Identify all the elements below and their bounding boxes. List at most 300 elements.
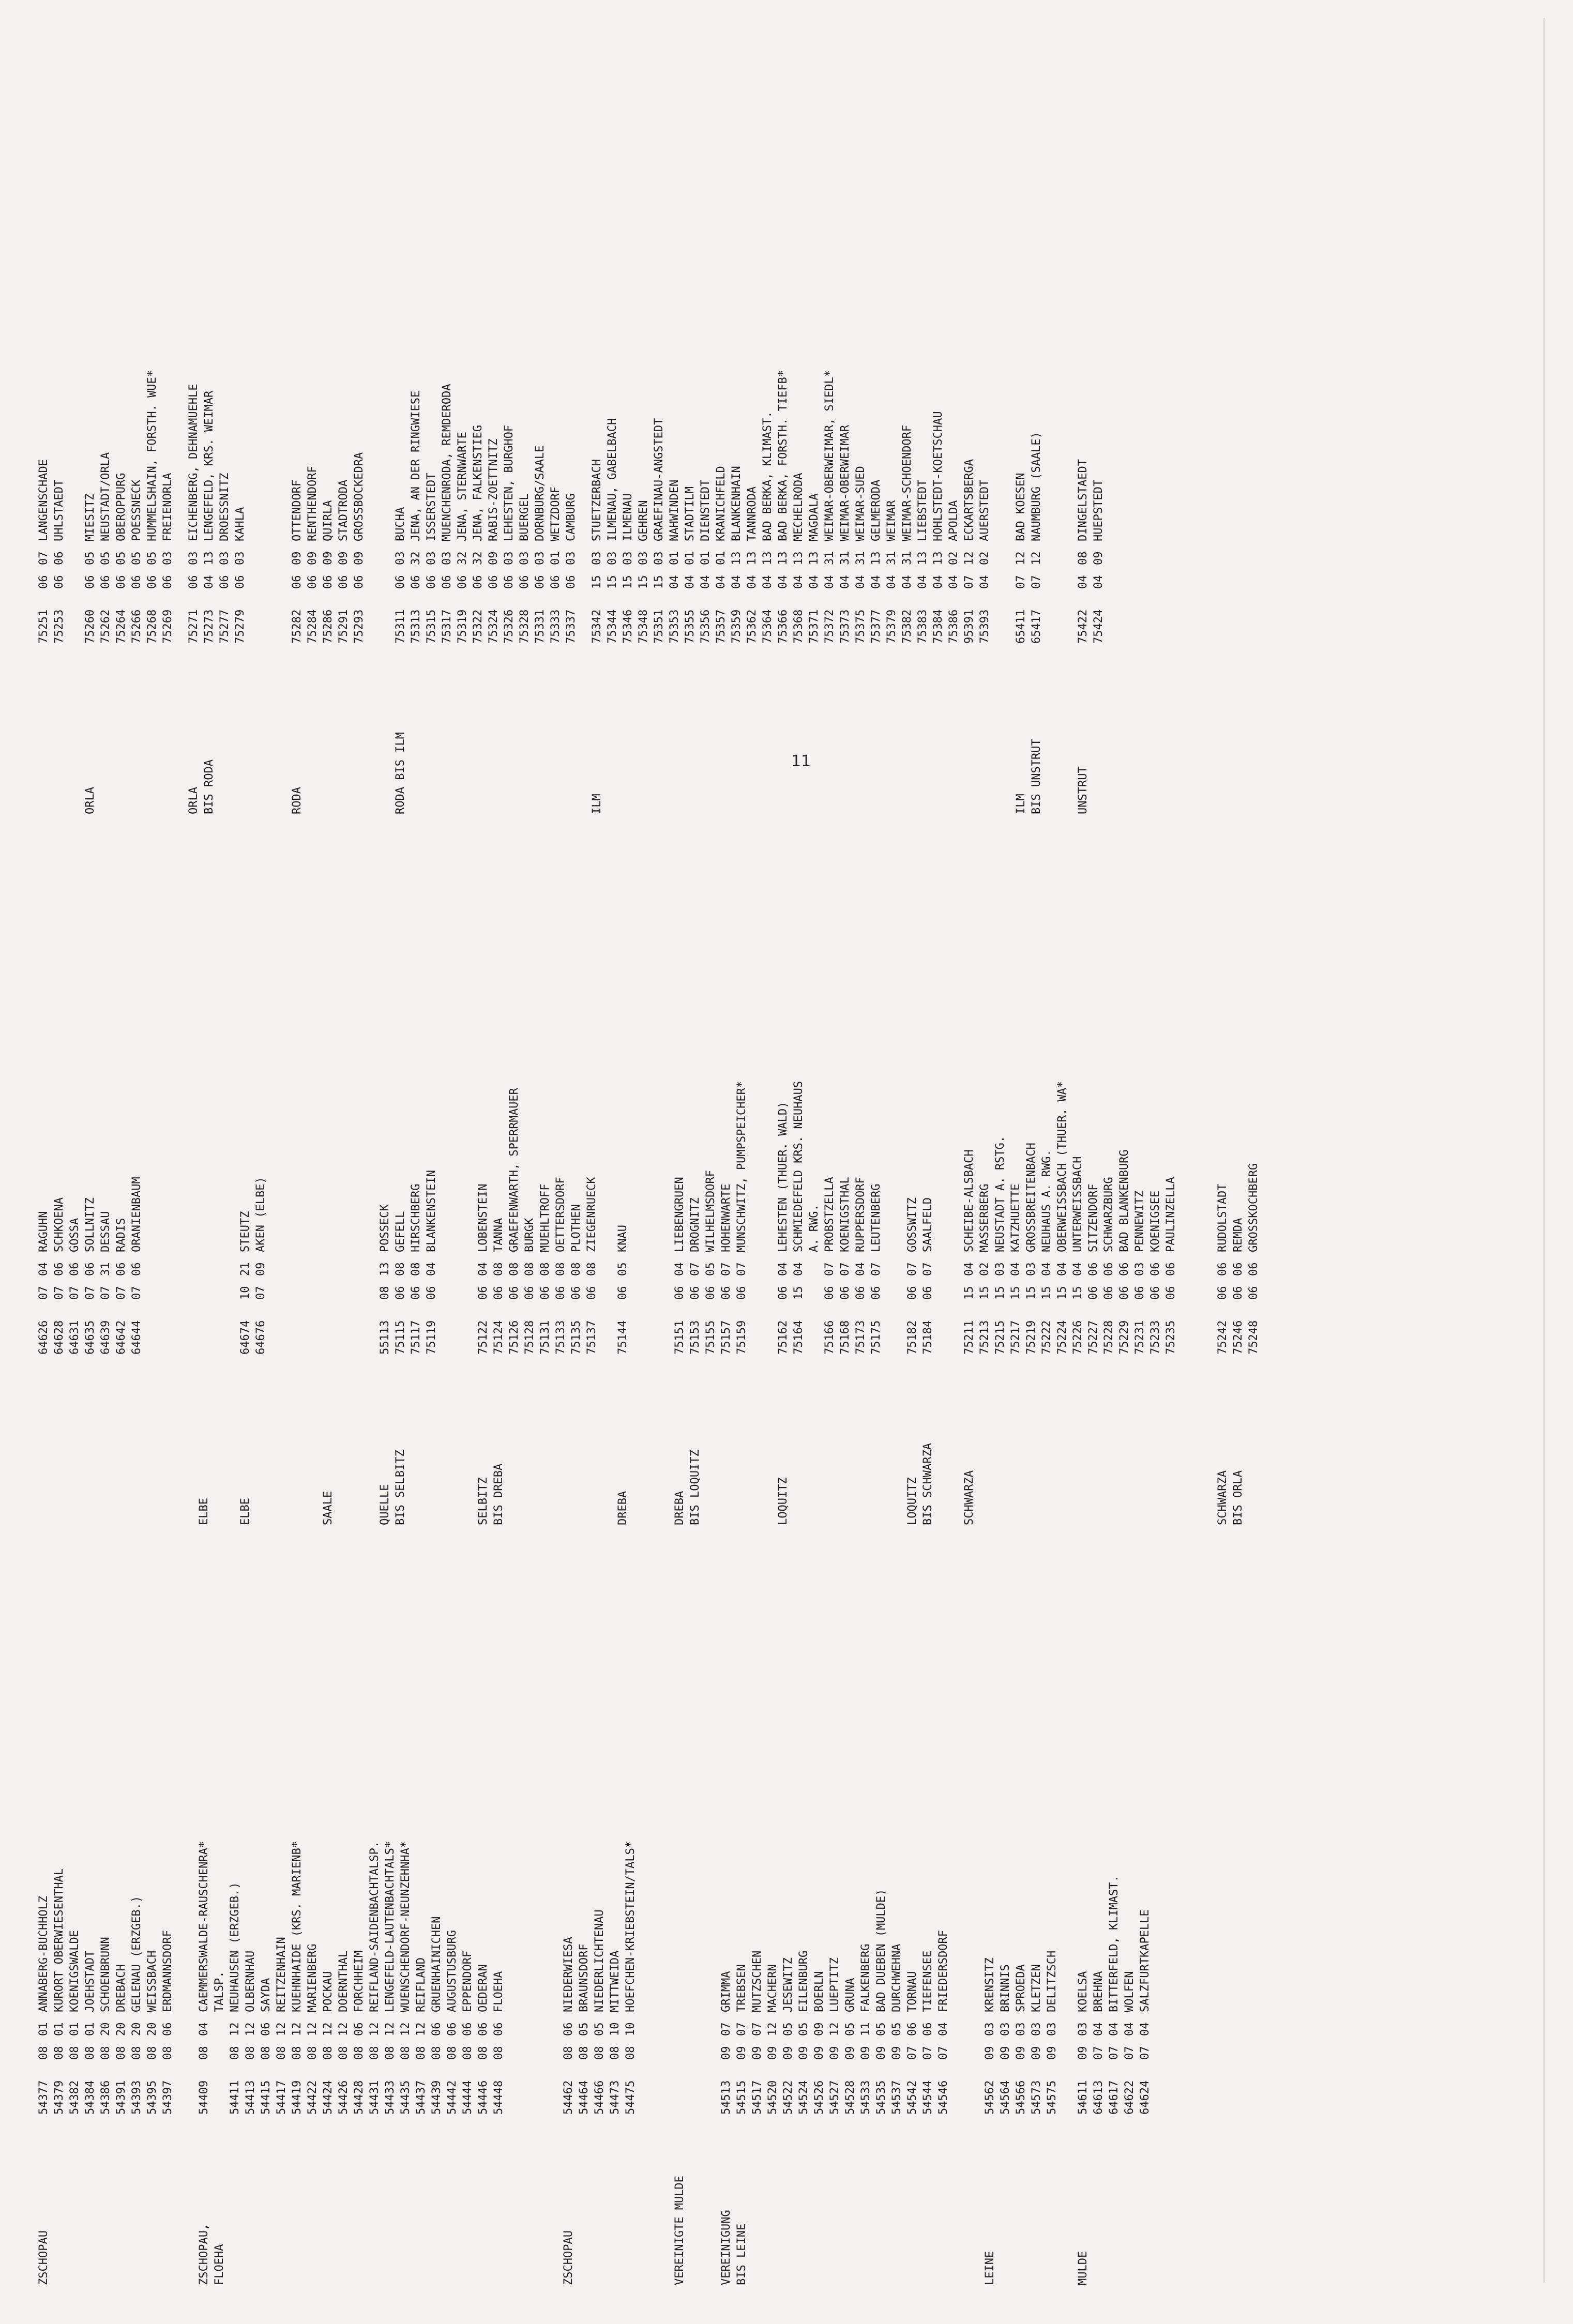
station-row <box>98 921 114 1355</box>
district-code: 11 <box>859 2022 872 2036</box>
region-code: 08 <box>399 2046 412 2060</box>
district-code: 04 <box>1092 2022 1105 2036</box>
district-code: 08 <box>570 1262 583 1276</box>
river-label: ZSCHOPAU <box>562 2230 575 2285</box>
station-code: 54431 <box>368 2080 381 2115</box>
station-name: BAD BLANKENBURG <box>1118 1149 1131 1252</box>
district-code: 08 <box>492 1262 505 1276</box>
station-name: NAUMBURG (SAALE) <box>1030 432 1043 541</box>
river-label: ILM BIS UNSTRUT <box>1015 739 1043 814</box>
station-name: REMDA <box>1232 1218 1245 1252</box>
station-name: BURGK <box>523 1218 536 1252</box>
region-code: 06 <box>53 575 66 589</box>
station-row <box>822 210 838 644</box>
station-row <box>998 1681 1014 2115</box>
district-code: 06 <box>260 2022 273 2036</box>
station-code: 75155 <box>704 1320 717 1355</box>
station-code: 75164 <box>792 1320 805 1355</box>
station-name: HUEPSTEDT <box>1092 479 1105 541</box>
district-code: 04 <box>777 1262 790 1276</box>
station-row <box>1086 921 1101 1355</box>
region-code: 06 <box>1133 1286 1146 1300</box>
district-code: 12 <box>1015 551 1027 565</box>
station-row <box>920 1681 936 2115</box>
district-code: 01 <box>37 2022 50 2036</box>
station-row <box>336 210 352 644</box>
station-rows <box>476 921 600 1355</box>
station-code: 54391 <box>115 2080 128 2115</box>
district-code: 31 <box>99 1262 112 1276</box>
station-code: 75211 <box>963 1320 976 1355</box>
station-row <box>884 210 900 644</box>
station-name: SOLLNITZ <box>84 1197 97 1252</box>
district-code: 12 <box>244 2022 257 2036</box>
district-code: 05 <box>797 2022 810 2036</box>
region-code: 08 <box>99 2046 112 2060</box>
station-row <box>1122 1681 1138 2115</box>
station-rows <box>672 921 750 1355</box>
district-code: 08 <box>585 1262 598 1276</box>
district-code: 12 <box>306 2022 319 2036</box>
station-code: 75231 <box>1133 1320 1146 1355</box>
station-rows <box>290 210 367 644</box>
district-code: 20 <box>115 2022 128 2036</box>
station-code: 75344 <box>606 609 619 644</box>
district-code: 02 <box>978 1262 991 1276</box>
district-code: 07 <box>735 1262 748 1276</box>
station-code: 75356 <box>699 609 712 644</box>
river-label: ELBE <box>198 1498 210 1525</box>
station-name: STADTILM <box>684 487 697 541</box>
district-code: 08 <box>394 1262 407 1276</box>
station-row <box>305 1681 321 2115</box>
district-code: 06 <box>1087 1262 1100 1276</box>
station-code: 75282 <box>291 609 304 644</box>
region-code: 08 <box>609 2046 622 2060</box>
station-name: UHLSTAEDT <box>53 479 66 541</box>
station-code: 64617 <box>1108 2080 1121 2115</box>
station-row <box>455 210 471 644</box>
station-code: 54433 <box>384 2080 397 2115</box>
station-code: 75384 <box>932 609 945 644</box>
station-code: 75284 <box>306 609 319 644</box>
river-label: ORLA BIS RODA <box>187 760 216 814</box>
station-code: 54424 <box>322 2080 335 2115</box>
station-row <box>1070 921 1086 1355</box>
station-name: AUERSTEDT <box>978 479 991 541</box>
district-code: 03 <box>187 551 200 565</box>
station-row <box>791 210 807 644</box>
region-code: 08 <box>415 2046 428 2060</box>
station-row <box>1091 210 1107 644</box>
region-code: 06 <box>1164 1286 1177 1300</box>
station-name: NEUHAUS A. RWG. <box>1040 1149 1053 1252</box>
station-name: TANNRODA <box>746 487 759 541</box>
region-code: 08 <box>430 2046 443 2060</box>
station-row <box>336 1681 352 2115</box>
district-code: 05 <box>890 2022 903 2036</box>
district-code: 12 <box>399 2022 412 2036</box>
station-code: 54542 <box>906 2080 919 2115</box>
station-code: 75422 <box>1077 609 1090 644</box>
station-code: 75217 <box>1009 1320 1022 1355</box>
district-code: 06 <box>446 2022 459 2036</box>
station-row <box>703 921 719 1355</box>
station-row <box>83 210 98 644</box>
region-code: 04 <box>699 575 712 589</box>
station-row <box>807 921 822 1355</box>
region-code: 04 <box>839 575 852 589</box>
district-code: 06 <box>562 2022 575 2036</box>
station-row <box>83 1681 98 2115</box>
station-name: KRANICHFELD <box>715 466 728 541</box>
region-code: 06 <box>291 575 304 589</box>
district-code: 01 <box>68 2022 81 2036</box>
district-code: 07 <box>906 1262 919 1276</box>
station-row <box>517 210 533 644</box>
region-code: 06 <box>1232 1286 1245 1300</box>
station-row <box>734 921 750 1355</box>
region-code: 06 <box>99 575 112 589</box>
station-row <box>83 921 98 1355</box>
station-row <box>1138 1681 1153 2115</box>
station-row <box>688 921 703 1355</box>
station-code: 75251 <box>37 609 50 644</box>
station-name: LENGEFELD, KRS. WEIMAR <box>203 390 216 541</box>
district-code: 04 <box>1009 1262 1022 1276</box>
station-name: GRAEFINAU-ANGSTEDT <box>653 418 666 541</box>
region-code: 06 <box>777 1286 790 1300</box>
station-code: 54444 <box>461 2080 474 2115</box>
district-code: 04 <box>1123 2022 1136 2036</box>
region-code: 06 <box>508 1286 521 1300</box>
station-row <box>734 1681 750 2115</box>
region-code: 06 <box>518 575 531 589</box>
region-code: 08 <box>562 2046 575 2060</box>
station-code: 64644 <box>130 1320 143 1355</box>
station-row <box>409 921 424 1355</box>
region-code: 06 <box>425 1286 438 1300</box>
station-code: 54466 <box>593 2080 606 2115</box>
station-code: 75342 <box>591 609 603 644</box>
station-row <box>1045 1681 1060 2115</box>
region-code: 15 <box>591 575 603 589</box>
station-row <box>564 210 579 644</box>
station-code: 54382 <box>68 2080 81 2115</box>
station-code: 54526 <box>813 2080 826 2115</box>
district-code: 06 <box>68 1262 81 1276</box>
region-code: 09 <box>782 2046 795 2060</box>
station-name: BRAUNSDORF <box>578 1943 591 2012</box>
district-code: 13 <box>932 551 945 565</box>
region-code: 08 <box>578 2046 591 2060</box>
district-code: 06 <box>477 2022 490 2036</box>
region-code: 06 <box>689 1286 702 1300</box>
station-name: CAEMMERSWALDE-RAUSCHENRA* <box>198 1841 210 2012</box>
district-code: 06 <box>492 2022 505 2036</box>
station-code: 75246 <box>1232 1320 1245 1355</box>
region-code: 08 <box>229 2046 241 2060</box>
river-label: UNSTRUT <box>1077 766 1090 814</box>
region-code: 09 <box>999 2046 1012 2060</box>
station-code: 75315 <box>425 609 438 644</box>
station-row <box>750 1681 765 2115</box>
region-code: 04 <box>978 575 991 589</box>
station-code: 75333 <box>549 609 562 644</box>
district-code: 08 <box>523 1262 536 1276</box>
district-code: 13 <box>916 551 929 565</box>
region-code: 04 <box>916 575 929 589</box>
station-name: OLBERNHAU <box>244 1950 257 2012</box>
station-name: LANGENSCHADE <box>37 459 50 541</box>
station-name: EPPENDORF <box>461 1950 474 2012</box>
station-row <box>672 921 688 1355</box>
station-code: 54520 <box>766 2080 779 2115</box>
region-code: 06 <box>394 575 407 589</box>
region-code: 09 <box>984 2046 996 2060</box>
station-code: 64639 <box>99 1320 112 1355</box>
region-code: 08 <box>130 2046 143 2060</box>
station-rows <box>982 1681 1060 2115</box>
region-code: 07 <box>115 1286 128 1300</box>
station-row <box>67 921 83 1355</box>
district-code: 04 <box>477 1262 490 1276</box>
station-row <box>920 921 936 1355</box>
station-name: GRUNA <box>844 1978 857 2012</box>
station-name: RADIS <box>115 1218 128 1252</box>
station-name: LEUTENBERG <box>870 1183 883 1252</box>
station-row <box>905 921 920 1355</box>
region-code: 06 <box>146 575 159 589</box>
station-code: 75337 <box>565 609 578 644</box>
district-code: 01 <box>715 551 728 565</box>
station-row <box>129 210 145 644</box>
region-code: 15 <box>792 1286 805 1300</box>
district-code: 10 <box>624 2022 637 2036</box>
station-row <box>243 1681 259 2115</box>
district-code: 06 <box>430 2022 443 2036</box>
district-code: 13 <box>746 551 759 565</box>
station-row <box>853 921 869 1355</box>
district-code: 03 <box>518 551 531 565</box>
river-label: DREBA BIS LOQUITZ <box>673 1450 702 1525</box>
station-code: 54575 <box>1046 2080 1058 2115</box>
river-label: VEREINIGUNG BIS LEINE <box>720 2210 748 2285</box>
region-code: 06 <box>410 575 422 589</box>
region-code: 04 <box>854 575 867 589</box>
district-code: 06 <box>84 1262 97 1276</box>
station-row <box>160 1681 176 2115</box>
station-row <box>569 921 584 1355</box>
station-row <box>561 1681 577 2115</box>
region-code: 04 <box>792 575 805 589</box>
station-row <box>977 921 993 1355</box>
station-row <box>807 210 822 644</box>
station-name: WETZDORF <box>549 487 562 541</box>
station-code: 75362 <box>746 609 759 644</box>
station-row <box>822 921 838 1355</box>
station-code: 75348 <box>637 609 650 644</box>
station-code: 54464 <box>578 2080 591 2115</box>
station-row <box>305 210 321 644</box>
station-name: BLANKENSTEIN <box>425 1170 438 1252</box>
station-rows <box>186 210 248 644</box>
station-row <box>838 210 853 644</box>
district-code: 21 <box>239 1262 252 1276</box>
station-name: MUENCHENRODA, REMDERODA <box>441 384 453 541</box>
station-code: 54386 <box>99 2080 112 2115</box>
region-code: 08 <box>368 2046 381 2060</box>
station-code: 54462 <box>562 2080 575 2115</box>
region-code: 08 <box>379 1286 391 1300</box>
station-name: WUENSCHENDORF-NEUNZEHNHA* <box>399 1841 412 2012</box>
station-row <box>838 921 853 1355</box>
station-code: 75371 <box>808 609 821 644</box>
region-code: 06 <box>37 575 50 589</box>
region-code: 08 <box>291 2046 304 2060</box>
station-row <box>259 1681 274 2115</box>
station-row <box>274 1681 290 2115</box>
region-code: 08 <box>37 2046 50 2060</box>
station-code: 75248 <box>1247 1320 1260 1355</box>
district-code: 05 <box>593 2022 606 2036</box>
region-code: 09 <box>1030 2046 1043 2060</box>
station-row <box>377 921 393 1355</box>
region-code: 06 <box>523 1286 536 1300</box>
station-name: ISSERSTEDT <box>425 473 438 541</box>
station-row <box>253 921 269 1355</box>
station-code: 75328 <box>518 609 531 644</box>
station-name: SAALFELD <box>921 1197 934 1252</box>
station-row <box>476 1681 491 2115</box>
station-row <box>869 210 884 644</box>
station-name: PENNEWITZ <box>1133 1190 1146 1252</box>
station-row <box>869 921 884 1355</box>
region-code: 15 <box>1009 1286 1022 1300</box>
district-code: 03 <box>622 551 634 565</box>
station-name: JOEHSTADT <box>84 1950 97 2012</box>
region-code: 07 <box>53 1286 66 1300</box>
river-label: ORLA <box>84 787 97 814</box>
station-name: MUEHLTROFF <box>539 1183 552 1252</box>
station-row <box>52 921 67 1355</box>
station-code: 75229 <box>1118 1320 1131 1355</box>
region-code: 09 <box>766 2046 779 2060</box>
station-code: 75372 <box>823 609 836 644</box>
district-code: 20 <box>146 2022 159 2036</box>
station-row <box>652 210 667 644</box>
station-code: 75126 <box>508 1320 521 1355</box>
region-code: 07 <box>99 1286 112 1300</box>
region-code: 06 <box>570 1286 583 1300</box>
station-row <box>1246 921 1262 1355</box>
station-row <box>290 210 305 644</box>
station-name: ERDMANNSDORF <box>161 1930 174 2012</box>
river-label: QUELLE BIS SELBITZ <box>379 1450 407 1525</box>
region-code: 09 <box>844 2046 857 2060</box>
district-code: 08 <box>554 1262 567 1276</box>
station-row <box>36 921 52 1355</box>
station-name: OTTENDORF <box>291 479 304 541</box>
district-code: 09 <box>322 551 335 565</box>
station-row <box>615 921 631 1355</box>
region-code: 04 <box>761 575 774 589</box>
station-name: DIENSTEDT <box>699 479 712 541</box>
station-name: AKEN (ELBE) <box>254 1177 267 1252</box>
district-code: 03 <box>606 551 619 565</box>
region-code: 08 <box>353 2046 366 2060</box>
station-code: 75291 <box>337 609 350 644</box>
station-code: 75262 <box>99 609 112 644</box>
station-row <box>228 1681 243 2115</box>
station-code: 75215 <box>994 1320 1007 1355</box>
station-code: 75317 <box>441 609 453 644</box>
station-name: ECKARTSBERGA <box>963 459 976 541</box>
region-code: 15 <box>637 575 650 589</box>
region-code: 15 <box>653 575 666 589</box>
station-name: MUTZSCHEN <box>751 1950 764 2012</box>
region-code: 06 <box>353 575 366 589</box>
station-name: GRUENHAINICHEN <box>430 1916 443 2012</box>
district-code: 07 <box>823 1262 836 1276</box>
district-code: 02 <box>978 551 991 565</box>
district-code: 01 <box>53 2022 66 2036</box>
station-code: 54417 <box>275 2080 288 2115</box>
region-code: 04 <box>1092 575 1105 589</box>
station-name: OETTERSDORF <box>554 1177 567 1252</box>
station-name: DROGNITZ <box>689 1197 702 1252</box>
station-code: 54546 <box>937 2080 950 2115</box>
region-code: 08 <box>593 2046 606 2060</box>
district-code: 03 <box>394 551 407 565</box>
region-code: 04 <box>715 575 728 589</box>
station-name: DURCHWEHNA <box>890 1943 903 2012</box>
station-name: SCHWARZBURG <box>1102 1177 1115 1252</box>
station-name: OBERWEISSBACH (THUER. WA* <box>1056 1081 1069 1252</box>
station-row <box>962 210 977 644</box>
district-code: 03 <box>503 551 516 565</box>
station-row <box>946 210 962 644</box>
district-code: 06 <box>53 1262 66 1276</box>
station-row <box>460 1681 476 2115</box>
district-code: 05 <box>84 551 97 565</box>
region-code: 04 <box>823 575 836 589</box>
station-code: 54377 <box>37 2080 50 2115</box>
station-code: 75377 <box>870 609 883 644</box>
region-code: 06 <box>839 1286 852 1300</box>
region-code: 07 <box>254 1286 267 1300</box>
district-code: 10 <box>609 2022 622 2036</box>
station-name: SPROEDA <box>1015 1964 1027 2012</box>
district-code: 09 <box>353 551 366 565</box>
station-row <box>507 921 522 1355</box>
station-name: MUNSCHWITZ, PUMPSPEICHER* <box>735 1081 748 1252</box>
region-code: 04 <box>668 575 681 589</box>
region-code: 06 <box>616 1286 629 1300</box>
station-row <box>383 1681 398 2115</box>
station-row <box>476 921 491 1355</box>
station-row <box>202 210 217 644</box>
station-code: 75266 <box>130 609 143 644</box>
region-code: 06 <box>410 1286 422 1300</box>
station-row <box>491 921 507 1355</box>
district-code: 09 <box>337 551 350 565</box>
district-code: 04 <box>937 2022 950 2036</box>
station-code: 75168 <box>839 1320 852 1355</box>
station-row <box>719 1681 734 2115</box>
station-code: 75331 <box>534 609 547 644</box>
station-row <box>977 210 993 644</box>
